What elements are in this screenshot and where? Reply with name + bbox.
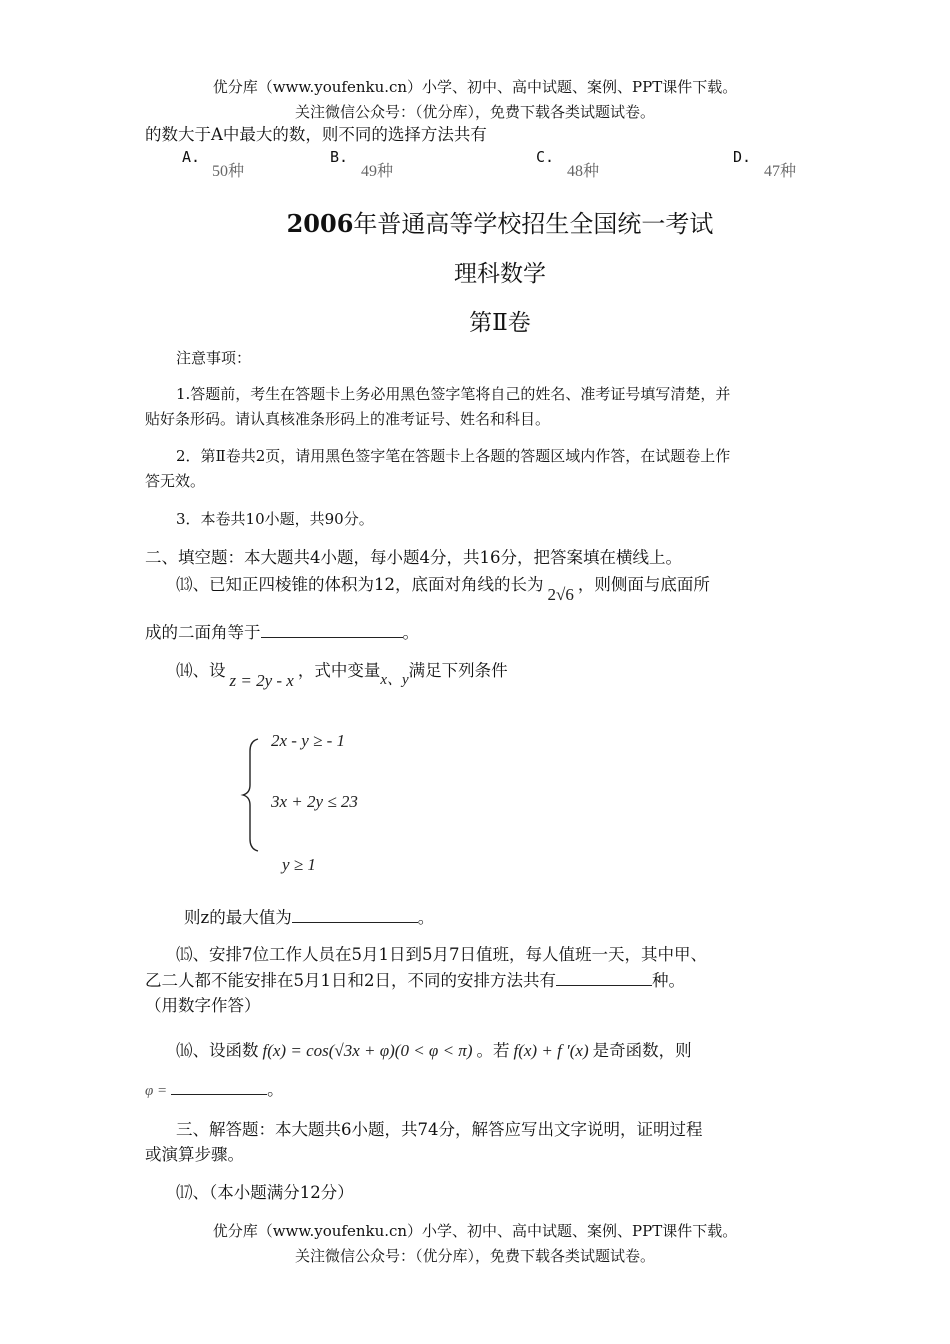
footer-line-1: 优分库（www.youfenku.cn）小学、初中、高中试题、案例、PPT课件下载。 xyxy=(212,1222,738,1240)
option-d-value: 47种 xyxy=(764,163,797,180)
option-a-value: 50种 xyxy=(212,163,245,180)
q13-text-c: 成的二面角等于 xyxy=(145,623,261,642)
notice-heading: 注意事项： xyxy=(176,349,252,367)
section3-heading-a: 三、解答题：本大题共6小题，共74分，解答应写出文字说明，证明过程 xyxy=(176,1120,703,1139)
option-d-letter: D. xyxy=(733,148,752,166)
header-line-2: 关注微信公众号：（优分库），免费下载各类试题试卷。 xyxy=(294,103,655,121)
q16-line2 xyxy=(145,1076,284,1100)
section2-heading: 二、填空题：本大题共4小题，每小题4分，共16分，把答案填在横线上。 xyxy=(145,548,682,567)
prev-question-text: 的数大于A中最大的数，则不同的选择方法共有 xyxy=(145,125,487,144)
notice-item-2b: 答无效。 xyxy=(145,472,206,490)
q14-text-d: 则z的最大值为 xyxy=(184,908,292,927)
option-a-letter: A. xyxy=(182,148,201,166)
q13-text-b: ，则侧面与底面所 xyxy=(577,575,710,594)
q14-condition-1: 2x - y ≥ - 1 xyxy=(271,731,345,750)
q13-line1 xyxy=(176,571,710,604)
q15-text-b-end: 种。 xyxy=(652,971,685,990)
q14-line2 xyxy=(184,904,434,928)
q17-heading: ⒄、（本小题满分12分） xyxy=(176,1183,354,1202)
exam-year: 2006 xyxy=(286,209,354,238)
option-c-letter: C. xyxy=(536,148,555,166)
section3-heading-b: 或演算步骤。 xyxy=(145,1145,244,1164)
q14-text-b: ，式中变量 xyxy=(297,661,381,680)
notice-item-2a: 2．第Ⅱ卷共2页，请用黑色签字笔在答题卡上各题的答题区域内作答，在试题卷上作 xyxy=(176,447,731,465)
q15-line1: ⒂、安排7位工作人员在5月1日到5月7日值班，每人值班一天，其中甲、 xyxy=(176,945,707,964)
header-line-1: 优分库（www.youfenku.cn）小学、初中、高中试题、案例、PPT课件下载。 xyxy=(212,78,738,96)
footer-line-2: 关注微信公众号：（优分库），免费下载各类试题试卷。 xyxy=(294,1247,655,1265)
option-b-letter: B. xyxy=(330,148,349,166)
exam-subject: 理科数学 xyxy=(454,261,546,287)
q16-math-1: f(x) = cos(√3x + φ)(0 < φ < π) xyxy=(262,1041,473,1060)
exam-title-rest: 年普通高等学校招生全国统一考试 xyxy=(353,210,714,238)
q14-condition-3: y ≥ 1 xyxy=(282,855,316,874)
q16-text-a: ⒃、设函数 xyxy=(176,1041,259,1060)
q16-math-2: f(x) + f ′(x) xyxy=(513,1041,589,1060)
q13-text-a: ⒀、已知正四棱锥的体积为12，底面对角线的长为 xyxy=(176,575,544,594)
q14-math-1: z = 2y - x xyxy=(229,671,294,690)
notice-item-3: 3．本卷共10小题，共90分。 xyxy=(176,510,374,528)
q16-line1 xyxy=(176,1037,692,1061)
q13-end: 。 xyxy=(402,623,419,642)
q13-math: 2√6 xyxy=(547,585,574,604)
q14-text-c: 满足下列条件 xyxy=(408,661,508,680)
q14-text-a: ⒁、设 xyxy=(176,661,226,680)
notice-item-1b: 贴好条形码。请认真核准条形码上的准考证号、姓名和科目。 xyxy=(145,410,551,428)
left-brace-icon xyxy=(240,737,262,853)
q16-phi: φ = xyxy=(145,1083,168,1099)
q14-answer-blank[interactable] xyxy=(292,906,418,923)
q14-end: 。 xyxy=(417,908,435,927)
q13-line2 xyxy=(145,619,419,643)
q15-line2 xyxy=(145,967,685,991)
q16-text-b: 。若 xyxy=(476,1041,510,1060)
q14-math-2: x、y xyxy=(380,672,409,688)
exam-title xyxy=(0,204,950,239)
q16-text-c: 是奇函数，则 xyxy=(592,1041,692,1060)
q14-line1 xyxy=(176,657,508,690)
q15-line3: （用数字作答） xyxy=(145,996,261,1015)
q14-condition-2: 3x + 2y ≤ 23 xyxy=(271,792,358,811)
option-c-value: 48种 xyxy=(567,163,600,180)
q15-text-b: 乙二人都不能安排在5月1日和2日，不同的安排方法共有 xyxy=(145,971,556,990)
q16-answer-blank[interactable] xyxy=(171,1078,267,1095)
exam-volume: 第Ⅱ卷 xyxy=(469,310,531,336)
q15-answer-blank[interactable] xyxy=(556,969,652,986)
q13-answer-blank[interactable] xyxy=(261,621,403,638)
notice-item-1a: 1.答题前，考生在答题卡上务必用黑色签字笔将自己的姓名、准考证号填写清楚，并 xyxy=(176,385,731,403)
option-b-value: 49种 xyxy=(361,163,394,180)
q16-end: 。 xyxy=(267,1080,284,1099)
